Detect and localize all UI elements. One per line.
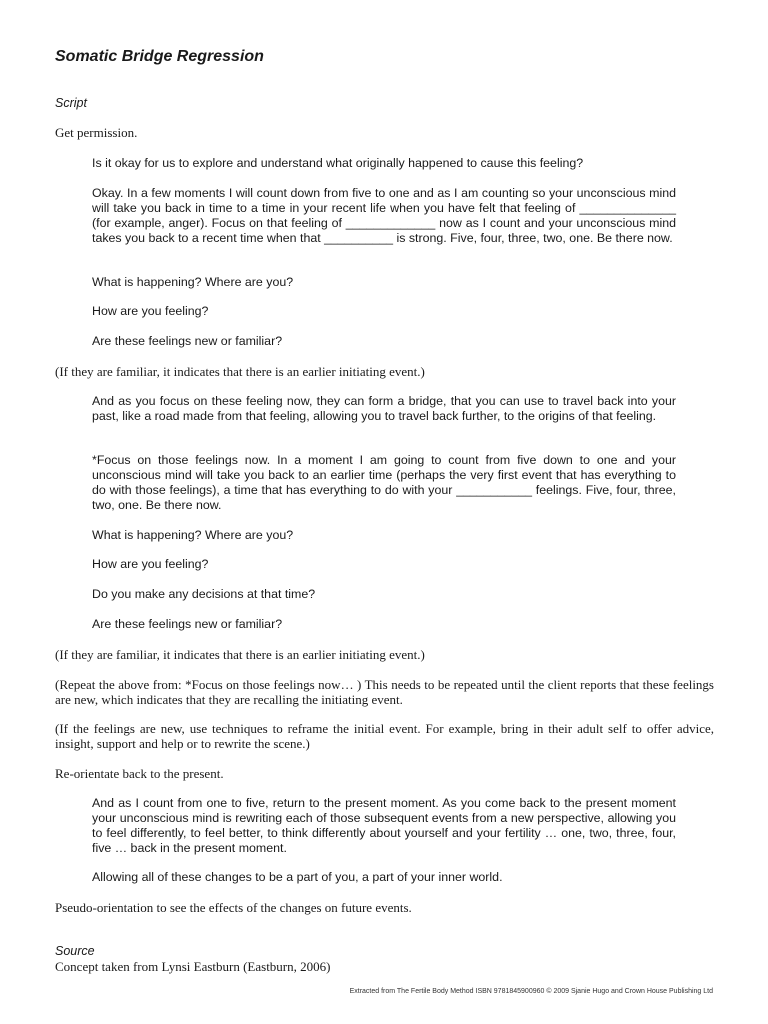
- script-paragraph-10: Do you make any decisions at that time?: [92, 587, 316, 601]
- script-paragraph-3: What is happening? Where are you?: [92, 275, 294, 289]
- script-label: Script: [55, 96, 87, 110]
- script-paragraph-7: *Focus on those feelings now. In a moment I am going to count from five down to one and your unconscious mind will take you back to an earlier time (perhaps the very first event that has everything to do with those feelings), a time that has everything to do with your ___________ feelings. Five, four, three, two, one. Be there now.: [92, 453, 676, 512]
- instruction-reframe: (If the feelings are new, use techniques to reframe the initial event. For example, bring in their adult self to offer advice, insight, support and help or to rewrite the scene.): [55, 721, 714, 751]
- source-text: Concept taken from Lynsi Eastburn (Eastburn, 2006): [55, 959, 331, 974]
- script-paragraph-11: Are these feelings new or familiar?: [92, 617, 283, 631]
- script-paragraph-9: How are you feeling?: [92, 557, 209, 571]
- script-paragraph-1: Is it okay for us to explore and understand what originally happened to cause this feeling?: [92, 156, 584, 170]
- source-label: Source: [55, 944, 95, 958]
- copyright-footer: Extracted from The Fertile Body Method ISBN 9781845900960 © 2009 Sjanie Hugo and Crown House Publishing Ltd: [349, 988, 713, 995]
- instruction-reorientate: Re-orientate back to the present.: [55, 766, 224, 781]
- script-paragraph-8: What is happening? Where are you?: [92, 528, 294, 542]
- document-title: Somatic Bridge Regression: [55, 48, 264, 65]
- instruction-repeat: (Repeat the above from: *Focus on those feelings now… ) This needs to be repeated until the client reports that these feelings are new, which indicates that they are recalling the initiating event.: [55, 677, 714, 707]
- instruction-familiar-1: (If they are familiar, it indicates that there is an earlier initiating event.): [55, 364, 425, 379]
- script-paragraph-12: And as I count from one to five, return to the present moment. As you come back to the present moment your unconscious mind is rewriting each of those subsequent events from a new perspective, allowing you to feel differently, to feel better, to think differently about yourself and your fertility … one, two, three, four, five … back in the present moment.: [92, 796, 676, 855]
- script-paragraph-6: And as you focus on these feeling now, they can form a bridge, that you can use to travel back into your past, like a road made from that feeling, allowing you to travel back further, to the origins of that feeling.: [92, 394, 676, 423]
- script-paragraph-5: Are these feelings new or familiar?: [92, 334, 283, 348]
- script-paragraph-13: Allowing all of these changes to be a part of you, a part of your inner world.: [92, 870, 503, 884]
- instruction-pseudo-orientation: Pseudo-orientation to see the effects of the changes on future events.: [55, 900, 412, 915]
- script-paragraph-4: How are you feeling?: [92, 304, 209, 318]
- instruction-familiar-2: (If they are familiar, it indicates that there is an earlier initiating event.): [55, 647, 425, 662]
- script-paragraph-2: Okay. In a few moments I will count down from five to one and as I am counting so your unconscious mind will take you back in time to a time in your recent life when you have felt that feeling of ______________ (for example, anger). Focus on that feeling of _____________ now as I count and your unconscious mind takes you back to a recent time when that __________ is strong. Five, four, three, two, one. Be there now.: [92, 186, 676, 245]
- instruction-get-permission: Get permission.: [55, 125, 138, 140]
